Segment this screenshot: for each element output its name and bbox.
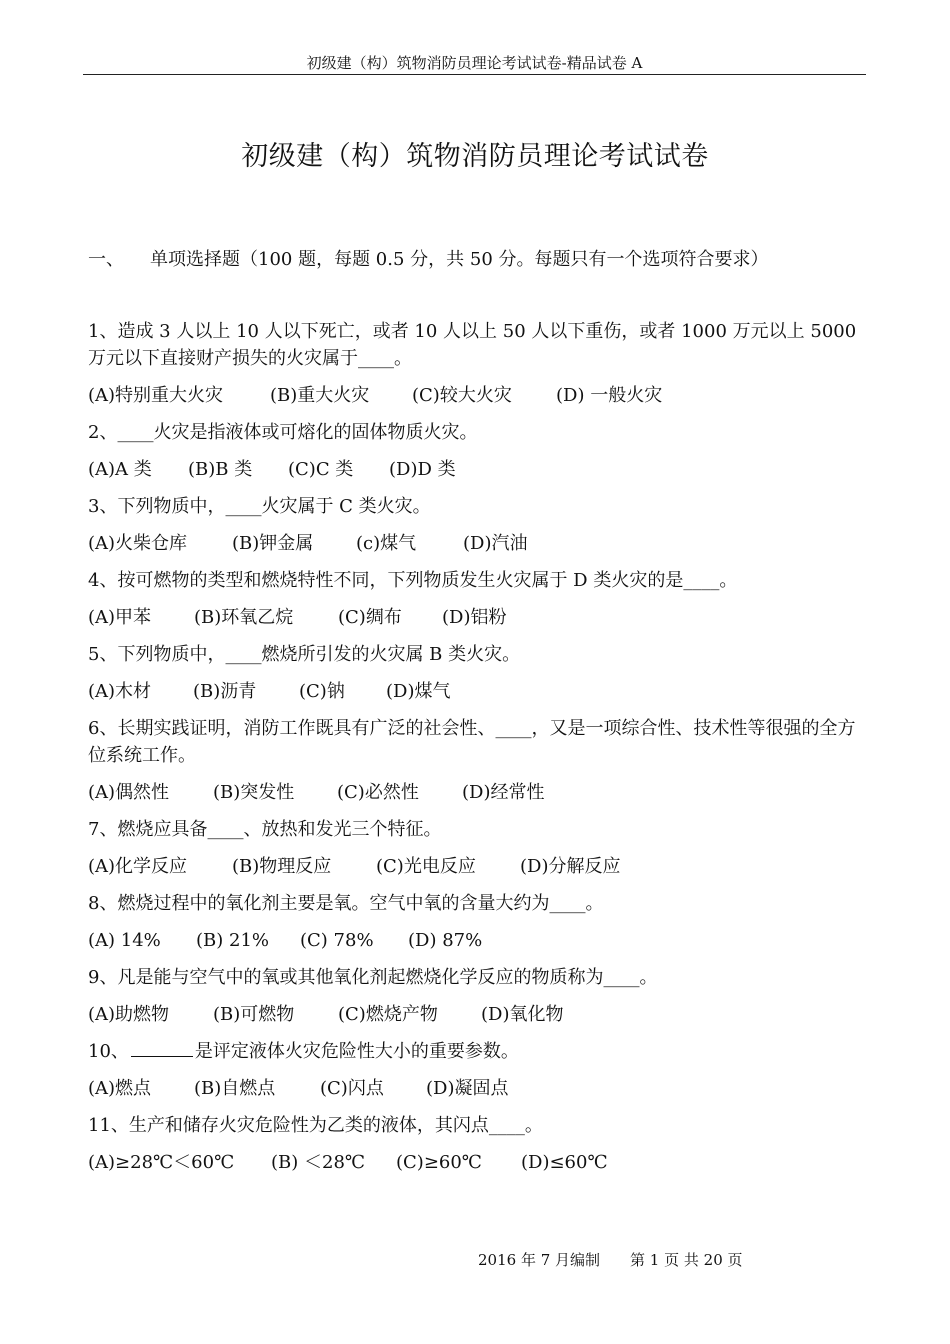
option-a: (A)A 类 — [88, 459, 152, 480]
question-stem: 7、燃烧应具备____、放热和发光三个特征。 — [88, 819, 442, 840]
option-c: (C)钠 — [299, 681, 345, 702]
option-b: (B)突发性 — [213, 782, 295, 803]
question-stem: 9、凡是能与空气中的氧或其他氧化剂起燃烧化学反应的物质称为____。 — [88, 967, 658, 988]
option-row — [88, 1001, 868, 1028]
question-stem: 1、造成 3 人以上 10 人以下死亡，或者 10 人以上 50 人以下重伤，或者 1000 万元以上 5000 万元以下直接财产损失的火灾属于____。 — [88, 321, 857, 369]
question-stem: 5、下列物质中，____燃烧所引发的火灾属 B 类火灾。 — [88, 644, 521, 665]
option-a: (A) 14% — [88, 930, 161, 951]
option-row — [88, 1075, 868, 1102]
option-d: (D)氧化物 — [481, 1004, 564, 1025]
footer-page-number: 第 1 页 共 20 页 — [630, 1251, 743, 1269]
option-row — [88, 678, 868, 705]
option-c: (C)燃烧产物 — [338, 1004, 438, 1025]
option-c: (C)必然性 — [337, 782, 419, 803]
footer-date: 2016 年 7 月编制 — [478, 1251, 601, 1269]
option-a: (A)助燃物 — [88, 1004, 170, 1025]
option-d: (D)分解反应 — [520, 856, 621, 877]
section-number: 一、 — [88, 249, 124, 270]
section-text: 单项选择题（100 题，每题 0.5 分，共 50 分。每题只有一个选项符合要求） — [150, 249, 769, 270]
option-row — [88, 382, 868, 409]
option-c: (C)≥60℃ — [396, 1152, 482, 1173]
option-b: (B)物理反应 — [232, 856, 332, 877]
option-b: (B) ＜28℃ — [271, 1152, 366, 1173]
option-b: (B)环氧乙烷 — [194, 607, 294, 628]
option-c: (C)闪点 — [320, 1078, 384, 1099]
question-stem: 2、____火灾是指液体或可熔化的固体物质火灾。 — [88, 422, 478, 443]
option-b: (B)自燃点 — [194, 1078, 276, 1099]
option-c: (C)绸布 — [338, 607, 402, 628]
question-stem: 11、生产和储存火灾危险性为乙类的液体，其闪点____。 — [88, 1115, 543, 1136]
option-row — [88, 456, 868, 483]
option-d: (D)汽油 — [463, 533, 528, 554]
option-d: (D)经常性 — [462, 782, 545, 803]
option-a: (A)偶然性 — [88, 782, 170, 803]
option-d: (D) 87% — [408, 930, 483, 951]
question-stem — [88, 1038, 868, 1065]
option-row — [88, 604, 868, 631]
question-number: 10、 — [88, 1041, 129, 1062]
option-d: (D)煤气 — [386, 681, 451, 702]
option-row — [88, 1149, 868, 1176]
option-c: (C)较大火灾 — [412, 385, 512, 406]
question-text: 是评定液体火灾危险性大小的重要参数。 — [194, 1041, 519, 1062]
page-title: 初级建（构）筑物消防员理论考试试卷 — [241, 141, 709, 172]
question-list — [88, 318, 868, 1186]
running-header: 初级建（构）筑物消防员理论考试试卷-精品试卷 A — [306, 54, 643, 72]
question-stem: 4、按可燃物的类型和燃烧特性不同，下列物质发生火灾属于 D 类火灾的是____。 — [88, 570, 738, 591]
question-stem: 8、燃烧过程中的氧化剂主要是氧。空气中氧的含量大约为____。 — [88, 893, 604, 914]
page-footer — [478, 1249, 743, 1270]
option-d: (D)铝粉 — [442, 607, 507, 628]
option-row — [88, 853, 868, 880]
option-b: (B)钾金属 — [232, 533, 314, 554]
option-a: (A)特别重大火灾 — [88, 385, 224, 406]
option-c: (C) 78% — [300, 930, 374, 951]
option-d: (D) 一般火灾 — [556, 385, 663, 406]
option-row — [88, 779, 868, 806]
option-a: (A)化学反应 — [88, 856, 188, 877]
option-c: (c)煤气 — [356, 533, 417, 554]
option-c: (C)C 类 — [288, 459, 354, 480]
answer-blank — [131, 1040, 193, 1057]
option-a: (A)甲苯 — [88, 607, 152, 628]
section-heading — [88, 245, 769, 271]
option-d: (D)D 类 — [389, 459, 456, 480]
question-stem: 6、长期实践证明，消防工作既具有广泛的社会性、____，又是一项综合性、技术性等很强的全方位系统工作。 — [88, 718, 856, 766]
option-b: (B)重大火灾 — [270, 385, 370, 406]
option-b: (B)可燃物 — [213, 1004, 295, 1025]
option-b: (B)B 类 — [188, 459, 253, 480]
option-a: (A)木材 — [88, 681, 152, 702]
option-a: (A)≥28℃＜60℃ — [88, 1152, 235, 1173]
option-b: (B) 21% — [196, 930, 270, 951]
question-stem: 3、下列物质中，____火灾属于 C 类火灾。 — [88, 496, 431, 517]
option-a: (A)火柴仓库 — [88, 533, 188, 554]
option-d: (D)≤60℃ — [521, 1152, 608, 1173]
option-row — [88, 530, 868, 557]
option-c: (C)光电反应 — [376, 856, 476, 877]
option-row — [88, 927, 868, 954]
option-d: (D)凝固点 — [426, 1078, 509, 1099]
header-divider — [83, 74, 866, 75]
option-a: (A)燃点 — [88, 1078, 152, 1099]
option-b: (B)沥青 — [193, 681, 257, 702]
